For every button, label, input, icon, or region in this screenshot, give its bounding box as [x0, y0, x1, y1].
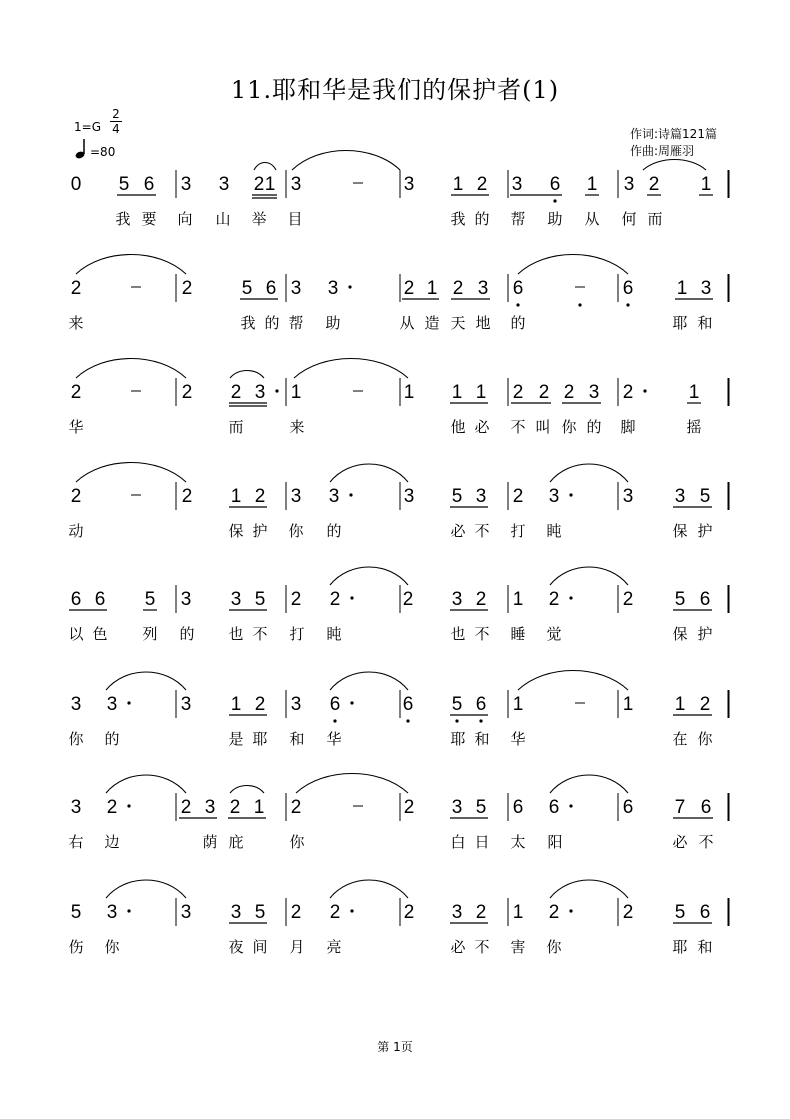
note: 3 — [623, 174, 635, 195]
lyric-char: 动 — [68, 522, 84, 540]
note: 5 — [118, 174, 130, 195]
lyric-char: 必 — [450, 522, 466, 540]
note: 1 — [512, 589, 524, 610]
lyric-char: 护 — [252, 522, 268, 540]
lyric-char: 必 — [474, 418, 490, 436]
slur-arc — [76, 463, 186, 483]
note: 5 — [241, 278, 253, 299]
lyric-char: 造 — [424, 314, 440, 332]
note: 3 — [403, 174, 415, 195]
augmentation-dot — [350, 596, 353, 599]
lyric-char: 不 — [698, 833, 714, 851]
note: 3 — [290, 694, 302, 715]
augmentation-dot — [569, 909, 572, 912]
low-octave-dot — [516, 303, 519, 306]
note: 2 — [403, 278, 415, 299]
lyric-char: 来 — [68, 314, 84, 332]
slur-arc — [294, 359, 408, 379]
note: 6 — [700, 797, 712, 818]
note: 1 — [674, 694, 686, 715]
note: 2 — [622, 382, 634, 403]
low-octave-dot — [578, 303, 581, 306]
note: 3 — [588, 382, 600, 403]
lyric-char: 华 — [510, 730, 526, 748]
lyric-char: 而 — [228, 418, 244, 436]
note: 5 — [451, 694, 463, 715]
lyric-char: 的 — [104, 730, 120, 748]
note: 3 — [180, 694, 192, 715]
lyric-char: 而 — [647, 210, 663, 228]
lyric-char: 不 — [510, 418, 526, 436]
augmentation-dot — [350, 701, 353, 704]
lyric-char: 不 — [252, 625, 268, 643]
lyric-char: 来 — [289, 418, 305, 436]
lyric-char: 目 — [287, 210, 303, 228]
note: 1 — [622, 694, 634, 715]
note: 2 — [622, 589, 634, 610]
note: 1 — [700, 174, 712, 195]
note: 3 — [218, 174, 230, 195]
lyric-char: 边 — [104, 833, 120, 851]
lyric-char: 盹 — [546, 522, 562, 540]
slur-arc — [330, 567, 408, 585]
lyric-char: 护 — [697, 522, 713, 540]
note: 5 — [254, 589, 266, 610]
note: 1 — [452, 174, 464, 195]
note: 3 — [180, 589, 192, 610]
note: 1 — [264, 174, 276, 195]
note: 6 — [402, 694, 414, 715]
lyric-char: 耶 — [450, 730, 466, 748]
lyric-char: 荫 — [202, 833, 218, 851]
lyric-char: 阳 — [547, 833, 563, 851]
lyric-char: 你 — [104, 938, 120, 956]
note: 3 — [180, 902, 192, 923]
note: 1 — [688, 382, 700, 403]
lyric-char: 叫 — [535, 418, 551, 436]
note: 2 — [403, 797, 415, 818]
note: 5 — [699, 486, 711, 507]
slur-arc — [230, 786, 264, 794]
low-octave-dot — [479, 719, 482, 722]
slur-arc — [550, 775, 628, 793]
note: 2 — [290, 902, 302, 923]
note: 2 — [70, 486, 82, 507]
lyric-char: 摇 — [686, 418, 702, 436]
note: 0 — [70, 174, 82, 195]
lyric-char: 日 — [474, 833, 490, 851]
note: 2 — [622, 902, 634, 923]
note: 2 — [229, 797, 241, 818]
lyric-char: 和 — [697, 314, 713, 332]
lyric-char: 助 — [547, 210, 563, 228]
lyric-char: 打 — [510, 522, 526, 540]
note: 7 — [674, 797, 686, 818]
lyric-char: 耶 — [672, 938, 688, 956]
note: 6 — [699, 589, 711, 610]
note: 1 — [512, 902, 524, 923]
lyric-char: 的 — [264, 314, 280, 332]
note: 2 — [230, 382, 242, 403]
note: 1 — [475, 382, 487, 403]
lyric-char: 耶 — [252, 730, 268, 748]
lyric-char: 觉 — [546, 625, 562, 643]
note: 5 — [475, 797, 487, 818]
lyric-char: 夜 — [228, 938, 244, 956]
lyric-char: 的 — [179, 625, 195, 643]
note: 3 — [674, 486, 686, 507]
note: 3 — [204, 797, 216, 818]
note: 2 — [290, 797, 302, 818]
page-number: 第 1页 — [377, 1040, 413, 1054]
slur-arc — [106, 880, 186, 898]
note: 1 — [512, 694, 524, 715]
note: 6 — [622, 278, 634, 299]
slur-arc — [106, 775, 186, 793]
note: 6 — [512, 797, 524, 818]
note: 6 — [548, 797, 560, 818]
note: 6 — [94, 589, 106, 610]
note: 3 — [451, 902, 463, 923]
note: 1 — [290, 382, 302, 403]
lyric-char: 不 — [474, 938, 490, 956]
note: 3 — [106, 694, 118, 715]
note: 3 — [548, 486, 560, 507]
low-octave-dot — [333, 719, 336, 722]
note: 2 — [548, 902, 560, 923]
slur-arc — [518, 671, 628, 691]
lyric-char: 太 — [510, 833, 526, 851]
lyric-char: 打 — [289, 625, 305, 643]
slur-arc — [76, 359, 186, 379]
slur-arc — [292, 151, 400, 171]
lyric-char: 山 — [215, 210, 231, 228]
lyric-char: 盹 — [326, 625, 342, 643]
lyric-char: 你 — [289, 833, 305, 851]
lyric-char: 色 — [92, 625, 108, 643]
note: 3 — [451, 797, 463, 818]
slur-arc — [518, 255, 628, 275]
augmentation-dot — [275, 389, 278, 392]
lyric-char: 帮 — [510, 210, 526, 228]
note: 3 — [70, 694, 82, 715]
lyric-char: 帮 — [288, 314, 304, 332]
note: 2 — [70, 278, 82, 299]
lyric-char: 你 — [561, 418, 577, 436]
note: 2 — [475, 902, 487, 923]
slur-arc — [296, 774, 408, 794]
lyric-char: 是 — [228, 730, 244, 748]
augmentation-dot — [350, 909, 353, 912]
note: 2 — [290, 589, 302, 610]
slur-arc — [550, 880, 628, 898]
lyric-char: 必 — [672, 833, 688, 851]
lyric-char: 何 — [621, 210, 637, 228]
note: 2 — [106, 797, 118, 818]
tempo-marking: =80 — [90, 145, 116, 159]
note: 2 — [512, 382, 524, 403]
note: 3 — [700, 278, 712, 299]
lyric-char: 地 — [475, 314, 491, 332]
augmentation-dot — [569, 596, 572, 599]
note: 3 — [511, 174, 523, 195]
augmentation-dot — [643, 389, 646, 392]
note: 3 — [230, 589, 242, 610]
note: 2 — [254, 486, 266, 507]
lyric-char: 你 — [288, 522, 304, 540]
note: 6 — [699, 902, 711, 923]
note: 3 — [254, 382, 266, 403]
note: 3 — [475, 486, 487, 507]
lyric-char: 必 — [450, 938, 466, 956]
low-octave-dot — [553, 199, 556, 202]
note: 2 — [475, 589, 487, 610]
note: 2 — [403, 902, 415, 923]
lyric-char: 你 — [697, 730, 713, 748]
key-signature: 1=G — [74, 120, 101, 134]
lyric-char: 我 — [115, 210, 131, 228]
lyric-char: 他 — [450, 418, 466, 436]
note: 3 — [230, 902, 242, 923]
note: 6 — [329, 694, 341, 715]
augmentation-dot — [127, 804, 130, 807]
note: 1 — [230, 694, 242, 715]
note: 2 — [648, 174, 660, 195]
note: 2 — [254, 694, 266, 715]
note: 2 — [329, 589, 341, 610]
time-signature-top: 2 — [112, 107, 120, 121]
note: 2 — [538, 382, 550, 403]
lyric-char: 睡 — [510, 625, 526, 643]
note: 3 — [106, 902, 118, 923]
slur-arc — [230, 371, 264, 379]
note: 2 — [181, 486, 193, 507]
lyric-char: 你 — [546, 938, 562, 956]
lyric-char: 月 — [289, 938, 305, 956]
slur-arc — [550, 567, 628, 585]
lyric-char: 和 — [289, 730, 305, 748]
lyric-char: 不 — [474, 522, 490, 540]
lyric-char: 亮 — [326, 938, 342, 956]
lyric-char: 脚 — [620, 418, 636, 436]
note: 2 — [548, 589, 560, 610]
lyric-char: 护 — [697, 625, 713, 643]
low-octave-dot — [455, 719, 458, 722]
note: 3 — [403, 486, 415, 507]
lyric-char: 助 — [325, 314, 341, 332]
slur-arc — [330, 880, 408, 898]
lyric-char: 我 — [240, 314, 256, 332]
lyric-char: 害 — [510, 938, 526, 956]
note: 1 — [253, 797, 265, 818]
lyric-char: 从 — [399, 314, 415, 332]
time-signature-bottom: 4 — [112, 122, 120, 136]
note: 1 — [451, 382, 463, 403]
note: 5 — [144, 589, 156, 610]
note: 1 — [676, 278, 688, 299]
note: 2 — [402, 589, 414, 610]
slur-arc — [254, 163, 276, 171]
lyric-char: 和 — [697, 938, 713, 956]
note: 1 — [230, 486, 242, 507]
lyricist-credit: 作词:诗篇121篇 — [630, 127, 717, 141]
lyric-char: 耶 — [672, 314, 688, 332]
slur-arc — [550, 464, 628, 482]
note: 3 — [180, 174, 192, 195]
lyric-char: 的 — [510, 314, 526, 332]
note: 5 — [674, 902, 686, 923]
lyric-char: 伤 — [68, 938, 84, 956]
page-title: 11.耶和华是我们的保护者(1) — [230, 76, 560, 104]
lyric-char: 的 — [326, 522, 342, 540]
lyric-char: 我 — [450, 210, 466, 228]
note: 2 — [253, 174, 265, 195]
lyric-char: 保 — [228, 522, 244, 540]
lyric-char: 向 — [177, 210, 193, 228]
lyric-char: 保 — [672, 522, 688, 540]
augmentation-dot — [569, 493, 572, 496]
note: 3 — [290, 278, 302, 299]
lyric-char: 右 — [68, 833, 84, 851]
lyric-char: 白 — [450, 833, 466, 851]
lyric-char: 从 — [584, 210, 600, 228]
low-octave-dot — [406, 719, 409, 722]
note: 5 — [674, 589, 686, 610]
note: 3 — [328, 486, 340, 507]
note: 3 — [622, 486, 634, 507]
note: 2 — [476, 174, 488, 195]
augmentation-dot — [349, 493, 352, 496]
lyric-char: 华 — [326, 730, 342, 748]
augmentation-dot — [127, 909, 130, 912]
lyric-char: 你 — [68, 730, 84, 748]
note: 2 — [70, 382, 82, 403]
note: 1 — [586, 174, 598, 195]
note: 6 — [512, 278, 524, 299]
note: 3 — [70, 797, 82, 818]
note: 6 — [143, 174, 155, 195]
note: 3 — [451, 589, 463, 610]
note: 5 — [254, 902, 266, 923]
note: 3 — [290, 486, 302, 507]
note: 2 — [181, 278, 193, 299]
note: 2 — [699, 694, 711, 715]
augmentation-dot — [348, 285, 351, 288]
composer-credit: 作曲:周雁羽 — [630, 144, 695, 158]
lyric-char: 列 — [142, 625, 158, 643]
lyric-char: 华 — [68, 418, 84, 436]
lyric-char: 的 — [586, 418, 602, 436]
augmentation-dot — [127, 701, 130, 704]
note: 6 — [475, 694, 487, 715]
note: 3 — [290, 174, 302, 195]
slur-arc — [330, 464, 408, 482]
lyric-char: 举 — [251, 210, 267, 228]
note: 2 — [563, 382, 575, 403]
note: 2 — [180, 797, 192, 818]
lyric-char: 的 — [474, 210, 490, 228]
lyric-char: 间 — [252, 938, 268, 956]
note: 6 — [549, 174, 561, 195]
note: 6 — [70, 589, 82, 610]
lyric-char: 也 — [450, 625, 466, 643]
slur-arc — [330, 672, 408, 690]
lyric-char: 也 — [228, 625, 244, 643]
note: 2 — [329, 902, 341, 923]
note: 6 — [265, 278, 277, 299]
note: 1 — [403, 382, 415, 403]
note: 2 — [181, 382, 193, 403]
note: 2 — [452, 278, 464, 299]
note: 5 — [451, 486, 463, 507]
augmentation-dot — [569, 804, 572, 807]
note: 2 — [512, 486, 524, 507]
slur-arc — [643, 160, 706, 171]
note: 3 — [477, 278, 489, 299]
note: 3 — [327, 278, 339, 299]
lyric-char: 以 — [68, 625, 84, 643]
note: 6 — [622, 797, 634, 818]
lyric-char: 和 — [474, 730, 490, 748]
low-octave-dot — [626, 303, 629, 306]
lyric-char: 天 — [450, 314, 466, 332]
note: 1 — [426, 278, 438, 299]
note: 5 — [70, 902, 82, 923]
lyric-char: 不 — [474, 625, 490, 643]
slur-arc — [76, 255, 186, 275]
slur-arc — [106, 672, 186, 690]
lyric-char: 在 — [672, 730, 688, 748]
lyric-char: 庇 — [228, 833, 244, 851]
lyric-char: 保 — [672, 625, 688, 643]
lyric-char: 要 — [141, 210, 157, 228]
